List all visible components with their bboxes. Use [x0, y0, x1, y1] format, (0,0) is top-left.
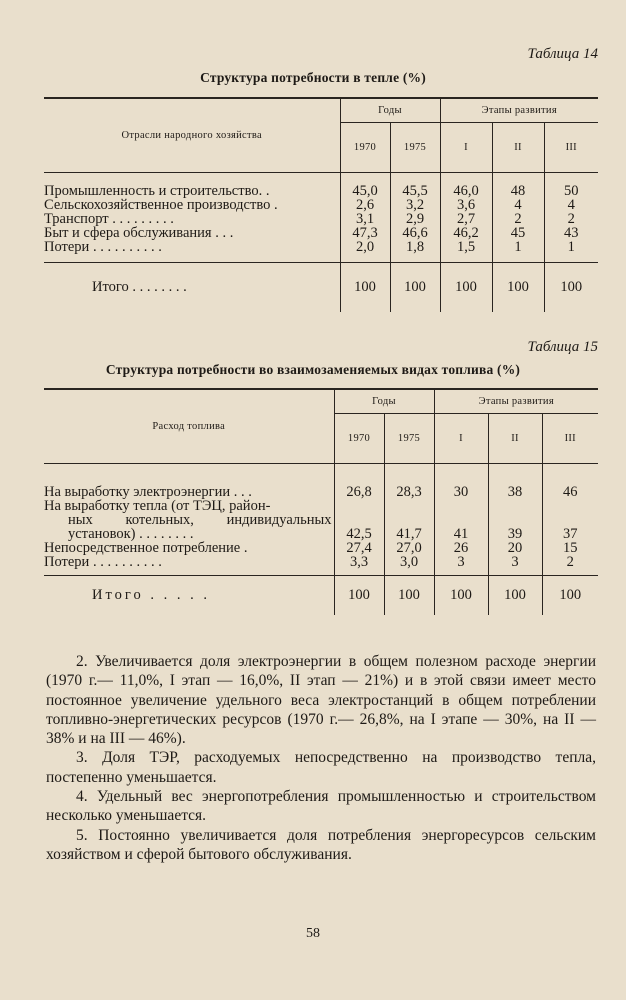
total-cell: 100	[384, 575, 434, 615]
cell: 30	[434, 485, 488, 499]
cell: 46,2	[440, 226, 492, 240]
t14-header-main: Отрасли народного хозяйства	[44, 98, 340, 172]
cell: 3	[488, 555, 542, 569]
cell: 3	[434, 555, 488, 569]
table-row	[44, 240, 598, 254]
cell: 4	[492, 198, 544, 212]
table-15-label: Таблица 15	[527, 339, 598, 355]
t14-col-stage-2: II	[492, 122, 544, 172]
cell: 3,6	[440, 198, 492, 212]
row-label	[44, 499, 334, 541]
cell: 46,0	[440, 184, 492, 198]
cell: 38	[488, 485, 542, 499]
row-label: Сельскохозяйственное производство .	[44, 197, 278, 213]
cell: 2	[492, 212, 544, 226]
cell: 37	[542, 499, 598, 541]
paragraph: 3. Доля ТЭР, расходуемых непосредственно на производство тепла, постепенно уменьшается.	[46, 749, 596, 786]
t15-col-1975: 1975	[384, 413, 434, 463]
total-cell: 100	[434, 575, 488, 615]
body-text	[46, 652, 596, 864]
cell: 1,8	[390, 240, 440, 254]
cell: 2	[542, 555, 598, 569]
total-cell: 100	[390, 262, 440, 312]
t15-header-stages: Этапы развития	[434, 389, 598, 413]
cell: 2	[544, 212, 598, 226]
total-cell: 100	[492, 262, 544, 312]
row-label: Транспорт . . . . . . . . .	[44, 211, 174, 227]
row-label-line: установок) . . . . . . . .	[68, 526, 194, 542]
cell: 2,9	[390, 212, 440, 226]
t15-header-years: Годы	[334, 389, 434, 413]
total-row	[44, 262, 598, 312]
row-label: Потери . . . . . . . . . .	[44, 554, 162, 570]
total-cell: 100	[440, 262, 492, 312]
cell: 1	[544, 240, 598, 254]
cell: 48	[492, 184, 544, 198]
t15-col-1970: 1970	[334, 413, 384, 463]
cell: 47,3	[340, 226, 390, 240]
cell: 46	[542, 485, 598, 499]
cell: 3,0	[384, 555, 434, 569]
total-cell: 100	[488, 575, 542, 615]
cell: 26	[434, 541, 488, 555]
row-label-line: ных котельных, индивидуальных	[68, 512, 332, 528]
cell: 45	[492, 226, 544, 240]
row-label-line: На выработку тепла (от ТЭЦ, район-	[44, 498, 271, 514]
total-cell: 100	[340, 262, 390, 312]
total-cell: 100	[334, 575, 384, 615]
cell: 2,6	[340, 198, 390, 212]
t14-col-1970: 1970	[340, 122, 390, 172]
total-row	[44, 575, 598, 615]
t14-header-stages: Этапы развития	[440, 98, 598, 122]
t15-col-stage-2: II	[488, 413, 542, 463]
cell: 2,7	[440, 212, 492, 226]
t14-col-stage-3: III	[544, 122, 598, 172]
total-cell: 100	[544, 262, 598, 312]
table-15-title: Структура потребности во взаимозаменяемых видах топлива (%)	[105, 362, 521, 377]
cell: 1	[492, 240, 544, 254]
cell: 45,0	[340, 184, 390, 198]
cell: 41	[434, 499, 488, 541]
table-row	[44, 184, 598, 198]
t15-col-stage-3: III	[542, 413, 598, 463]
paragraph: 5. Постоянно увеличивается доля потребления энергоресурсов сельским хозяйством и сферой бытового обслуживания.	[46, 826, 596, 863]
total-label: Итого . . . . .	[44, 575, 334, 615]
cell: 42,5	[334, 499, 384, 541]
row-label: Быт и сфера обслуживания . . .	[44, 225, 234, 241]
table-row	[44, 485, 598, 499]
cell: 27,4	[334, 541, 384, 555]
table-14	[44, 97, 598, 312]
cell: 46,6	[390, 226, 440, 240]
paragraph: 2. Увеличивается доля электроэнергии в общем полезном расходе энергии (1970 г.— 11,0%, I этап — 16,0%, II этап — 21%) и в этой связи имеет место постоянное увеличение удельного веса электростанций в общем потреблении топливно-энергетических ресурсов (1970 г.— 26,8%, на I этапе — 30%, на II — 38% и на III — 46%).	[46, 653, 596, 748]
row-label: Потери . . . . . . . . . .	[44, 239, 162, 255]
cell: 45,5	[390, 184, 440, 198]
cell: 1,5	[440, 240, 492, 254]
total-label: Итого . . . . . . . .	[44, 262, 340, 312]
table-15	[44, 388, 598, 615]
cell: 15	[542, 541, 598, 555]
t14-col-1975: 1975	[390, 122, 440, 172]
cell: 50	[544, 184, 598, 198]
cell: 27,0	[384, 541, 434, 555]
cell: 4	[544, 198, 598, 212]
row-label: Непосредственное потребление .	[44, 540, 248, 556]
table-row	[44, 212, 598, 226]
cell: 26,8	[334, 485, 384, 499]
cell: 28,3	[384, 485, 434, 499]
table-row	[44, 198, 598, 212]
table-row	[44, 555, 598, 569]
t15-col-stage-1: I	[434, 413, 488, 463]
cell: 3,3	[334, 555, 384, 569]
t15-header-main: Расход топлива	[44, 389, 334, 463]
cell: 39	[488, 499, 542, 541]
paragraph: 4. Удельный вес энергопотребления промышленностью и строительством несколько уменьшается.	[46, 788, 596, 825]
t14-col-stage-1: I	[440, 122, 492, 172]
table-row	[44, 226, 598, 240]
t14-header-years: Годы	[340, 98, 440, 122]
page-number: 58	[306, 926, 320, 941]
table-14-title: Структура потребности в тепле (%)	[200, 70, 426, 85]
cell: 41,7	[384, 499, 434, 541]
row-label: На выработку электроэнергии . . .	[44, 484, 252, 500]
table-14-label: Таблица 14	[527, 46, 598, 62]
cell: 3,2	[390, 198, 440, 212]
cell: 43	[544, 226, 598, 240]
table-row	[44, 499, 598, 541]
row-label: Промышленность и строительство. .	[44, 183, 270, 199]
cell: 3,1	[340, 212, 390, 226]
cell: 20	[488, 541, 542, 555]
table-row	[44, 541, 598, 555]
total-cell: 100	[542, 575, 598, 615]
cell: 2,0	[340, 240, 390, 254]
